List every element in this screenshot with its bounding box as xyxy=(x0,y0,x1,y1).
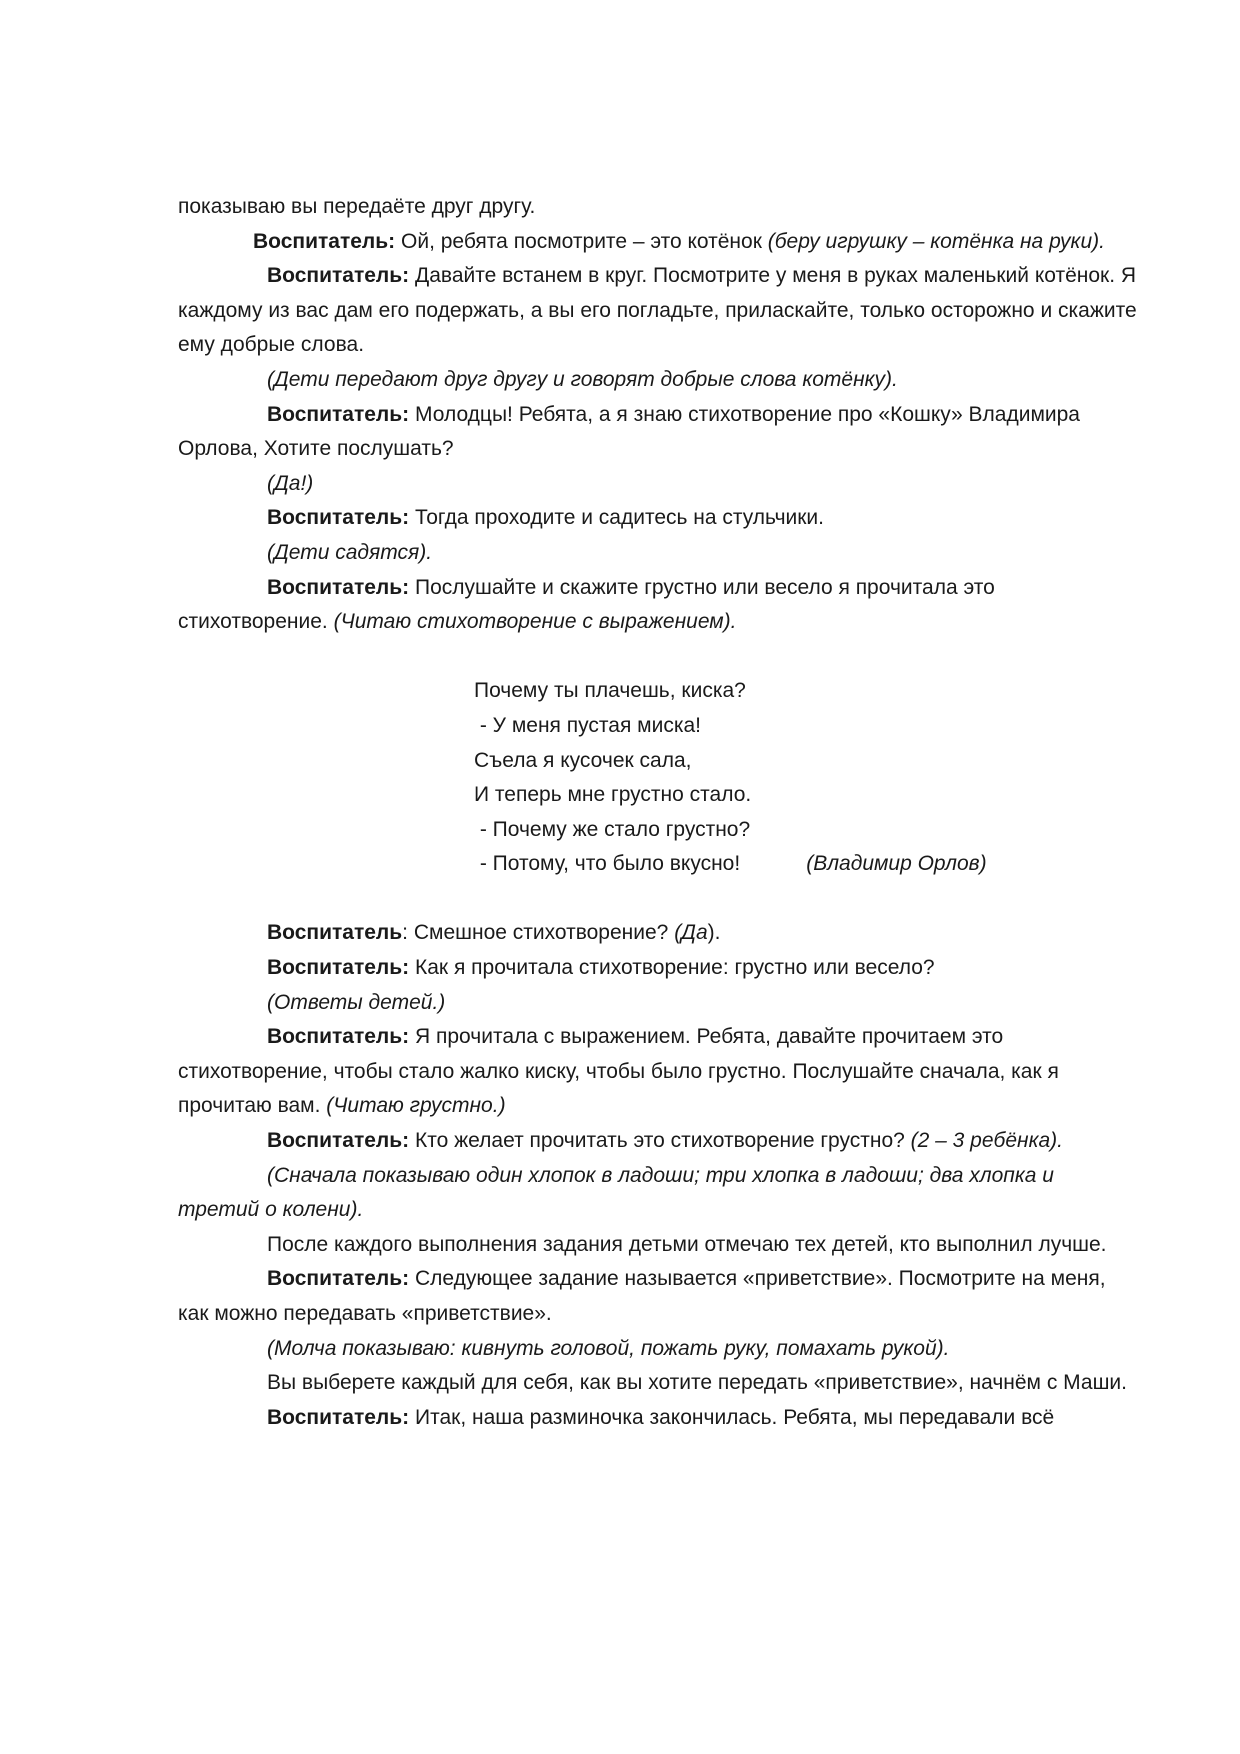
speaker-label: Воспитатель xyxy=(267,956,403,980)
paragraph-7: Воспитатель: Тогда проходите и садитесь на стульчики. xyxy=(267,506,824,530)
speaker-label: Воспитатель xyxy=(267,1267,403,1291)
paragraph-6 xyxy=(178,467,1138,502)
stage-direction: (Сначала показываю один хлопок в ладоши; три хлопка в ладоши; два хлопка и третий о колени). xyxy=(178,1163,1054,1222)
paragraph-20: Воспитатель: Итак, наша разминочка закончилась. Ребята, мы передавали всё xyxy=(267,1405,1055,1429)
stage-direction: (Да xyxy=(674,921,708,945)
stage-direction: (беру игрушку – котёнка на руки). xyxy=(767,229,1105,253)
stage-direction: (Молча показываю: кивнуть головой, пожать руку, помахать рукой). xyxy=(267,1336,950,1360)
speaker-label: Воспитатель xyxy=(267,921,403,945)
poem-line: - У меня пустая миска! xyxy=(474,713,701,737)
text: Ой, ребята посмотрите – это котёнок xyxy=(395,229,768,253)
text: Давайте встанем в круг. Посмотрите у меня в руках маленький котёнок. Я каждому из вас дам его подержать, а вы его погладьте, приласкайте, только осторожно и скажите ему добрые слова. xyxy=(178,264,1137,357)
text: : Смешное стихотворение? xyxy=(402,921,675,945)
text: Кто желает прочитать это стихотворение грустно? xyxy=(409,1129,911,1153)
spacer xyxy=(178,882,1138,917)
poem-line: - Почему же стало грустно? xyxy=(474,817,751,841)
paragraph-5: Воспитатель: Молодцы! Ребята, а я знаю стихотворение про «Кошку» Владимира Орлова, Хотите послушать? xyxy=(178,402,1080,461)
poem-author: (Владимир Орлов) xyxy=(806,852,987,876)
text: Следующее задание называется «приветствие». Посмотрите на меня, как можно передавать «приветствие». xyxy=(178,1267,1106,1325)
text: Послушайте и скажите грустно или весело я прочитала это стихотворение. xyxy=(178,575,995,634)
text: ). xyxy=(707,921,721,945)
speaker-label: Воспитатель xyxy=(267,402,403,426)
paragraph-17: Воспитатель: Следующее задание называется «приветствие». Посмотрите на меня, как можно передавать «приветствие». xyxy=(178,1267,1106,1325)
paragraph-3: Воспитатель: Давайте встанем в круг. Посмотрите у меня в руках маленький котёнок. Я каждому из вас дам его подержать, а вы его погладьте, приласкайте, только осторожно и скажите ему добрые слова. xyxy=(178,264,1137,357)
poem-line: Почему ты плачешь, киска? xyxy=(474,679,746,703)
paragraph-8 xyxy=(178,536,1138,571)
stage-direction: (2 – 3 ребёнка). xyxy=(910,1129,1064,1153)
paragraph-14: Воспитатель: Кто желает прочитать это стихотворение грустно? (2 – 3 ребёнка). xyxy=(267,1129,1064,1153)
paragraph-15 xyxy=(178,1159,1138,1228)
text: Как я прочитала стихотворение: грустно или весело? xyxy=(409,956,935,980)
document-body xyxy=(178,190,1138,1435)
paragraph-4 xyxy=(178,363,1138,398)
text: Я прочитала с выражением. Ребята, давайте прочитаем это стихотворение, чтобы стало жалко киску, чтобы было грустно. Послушайте сначала, как я прочитаю вам. xyxy=(178,1025,1059,1118)
paragraph-12 xyxy=(178,986,1138,1021)
paragraph-10 xyxy=(178,916,1138,951)
speaker-label: Воспитатель xyxy=(267,1025,403,1049)
paragraph-2: Воспитатель: Ой, ребята посмотрите – это котёнок (беру игрушку – котёнка на руки). xyxy=(253,229,1105,253)
poem-line-text: - Потому, что было вкусно! xyxy=(474,852,741,876)
text: После каждого выполнения задания детьми отмечаю тех детей, кто выполнил лучше. xyxy=(267,1232,1107,1256)
text: Вы выберете каждый для себя, как вы хотите передать «приветствие», начнём с Маши. xyxy=(267,1371,1127,1395)
speaker-label: Воспитатель xyxy=(267,506,403,530)
spacer xyxy=(178,640,1138,675)
paragraph-1 xyxy=(178,190,1138,225)
speaker-label: Воспитатель xyxy=(267,1405,403,1429)
speaker-label: Воспитатель xyxy=(267,575,403,599)
paragraph-9: Воспитатель: Послушайте и скажите грустно или весело я прочитала это стихотворение. (Читаю стихотворение с выражением). xyxy=(178,575,995,634)
speaker-label: Воспитатель xyxy=(253,229,389,253)
speaker-label: Воспитатель xyxy=(267,264,403,288)
stage-direction: (Читаю грустно.) xyxy=(326,1094,506,1118)
paragraph-18 xyxy=(178,1332,1138,1367)
paragraph-11: Воспитатель: Как я прочитала стихотворение: грустно или весело? xyxy=(267,956,935,980)
poem xyxy=(178,674,1138,882)
stage-direction: (Дети садятся). xyxy=(267,540,433,564)
poem-line: Съела я кусочек сала, xyxy=(474,748,692,772)
paragraph-19 xyxy=(178,1366,1138,1401)
text: Тогда проходите и садитесь на стульчики. xyxy=(409,506,824,530)
stage-direction: (Да!) xyxy=(267,471,314,495)
poem-line: И теперь мне грустно стало. xyxy=(474,783,752,807)
stage-direction: (Ответы детей.) xyxy=(267,990,446,1014)
stage-direction: (Читаю стихотворение с выражением). xyxy=(333,610,737,634)
text: Молодцы! Ребята, а я знаю стихотворение про «Кошку» Владимира Орлова, Хотите послушать? xyxy=(178,402,1080,461)
speaker-label: Воспитатель xyxy=(267,1129,403,1153)
text: показываю вы передаёте друг другу. xyxy=(178,195,536,218)
stage-direction: (Дети передают друг другу и говорят добрые слова котёнку). xyxy=(267,367,898,391)
paragraph-16 xyxy=(178,1228,1138,1263)
paragraph-13: Воспитатель: Я прочитала с выражением. Ребята, давайте прочитаем это стихотворение, чтобы стало жалко киску, чтобы было грустно. Послушайте сначала, как я прочитаю вам. (Читаю грустно.) xyxy=(178,1025,1059,1118)
text: Итак, наша разминочка закончилась. Ребята, мы передавали всё xyxy=(409,1405,1055,1429)
poem-line-last xyxy=(474,847,1138,882)
